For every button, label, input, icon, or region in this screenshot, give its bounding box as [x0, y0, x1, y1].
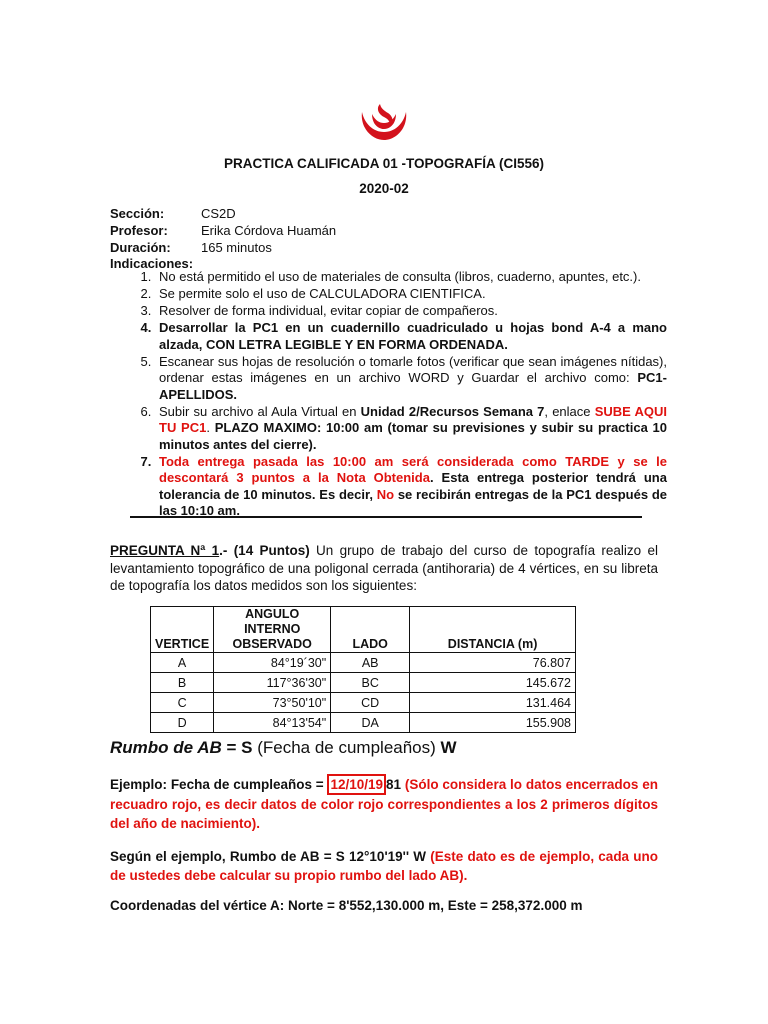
question-text: Un grupo de trabajo del curso de topografía realizo el levantamiento topográfico de una poligonal cerrada (antihoraria) de 4 vértices, en su libreta de topografía los datos medidos son los siguientes: [110, 543, 658, 593]
rule-item [155, 404, 667, 454]
table-cell: BC [331, 673, 410, 693]
rule-text: Se permite solo el uso de CALCULADORA CIENTIFICA. [159, 286, 486, 301]
table-header: DISTANCIA (m) [410, 607, 576, 653]
table-row [151, 693, 576, 713]
rule-text: Escanear sus hojas de resolución o tomarle fotos (verificar que sean imágenes nítidas), ordenar estas imágenes en un archivo WORD y Guardar el archivo como: [159, 353, 667, 385]
table-cell: 117°36'30" [214, 673, 331, 693]
rumbo-label: Rumbo de AB [110, 738, 222, 757]
question-points: (14 Puntos) [233, 543, 310, 558]
rumbo-middle: (Fecha de cumpleaños) [257, 738, 436, 757]
info-value: CS2D [201, 206, 236, 221]
info-value: 165 minutos [201, 240, 272, 255]
rule-text: se recibirán entregas de la PC1 después de las 10:10 am. [159, 486, 667, 518]
table-cell: 73°50'10" [214, 693, 331, 713]
table-cell: CD [331, 693, 410, 713]
info-label: Profesor: [110, 223, 168, 238]
example-note: (Sólo considera lo datos encerrados en recuadro rojo, es decir datos de color rojo correspondientes a los 2 primeros dígitos del año de nacimiento). [110, 777, 658, 831]
coordinates-line: Coordenadas del vértice A: Norte = 8'552,130.000 m, Este = 258,372.000 m [110, 898, 583, 913]
table-cell: 131.464 [410, 693, 576, 713]
table-cell: 76.807 [410, 653, 576, 673]
rule-text: Aula Virtual [271, 403, 338, 419]
table-cell: 145.672 [410, 673, 576, 693]
rumbo-formula [110, 738, 457, 758]
table-cell: AB [331, 653, 410, 673]
table-row [151, 713, 576, 733]
rule-item [155, 454, 667, 520]
section-divider [130, 516, 642, 518]
segun-note: (Este dato es de ejemplo, cada uno de ustedes debe calcular su propio rumbo del lado AB). [110, 849, 659, 883]
table-row [151, 653, 576, 673]
table-header: VERTICE [151, 607, 214, 653]
survey-table [150, 606, 576, 733]
rule-text-warning: No [376, 486, 395, 502]
example-date-highlight: 12/10/19 [327, 774, 386, 795]
info-value: Erika Córdova Huamán [201, 223, 337, 238]
rule-text: . [206, 420, 215, 435]
table-cell: A [151, 653, 214, 673]
rule-text-emphasis: Unidad 2/Recursos Semana 7 [360, 403, 545, 419]
rule-text: Desarrollar la PC1 en un cuadernillo cuadriculado u hojas bond A-4 a mano alzada, [159, 320, 667, 352]
rule-text: , enlace [544, 403, 595, 419]
info-label: Sección: [110, 206, 165, 221]
rule-text-emphasis: PC1-APELLIDOS. [159, 370, 667, 402]
table-cell: 84°19´30" [214, 653, 331, 673]
document-title: PRACTICA CALIFICADA 01 -TOPOGRAFÍA (CI556) [223, 156, 545, 171]
rule-item [155, 320, 667, 353]
example-paragraph [110, 774, 658, 833]
info-row-duracion [110, 239, 336, 256]
rumbo-end: W [435, 738, 457, 757]
example-prefix: Ejemplo: Fecha de cumpleaños = [110, 777, 328, 792]
example-tail: 81 [386, 777, 405, 792]
question-paragraph [110, 542, 658, 595]
table-cell: B [151, 673, 214, 693]
rumbo-eq: = S [221, 738, 258, 757]
segun-text: Según el ejemplo, Rumbo de AB = S 12°10'19'' W [110, 849, 431, 864]
info-block [110, 205, 336, 256]
rule-text-emphasis: CON LETRA LEGIBLE Y EN FORMA ORDENADA. [205, 336, 508, 352]
table-cell: C [151, 693, 214, 713]
table-cell: 155.908 [410, 713, 576, 733]
table-header-row [151, 607, 576, 653]
table-header: ANGULO INTERNO OBSERVADO [214, 607, 331, 653]
table-cell: DA [331, 713, 410, 733]
table-cell: D [151, 713, 214, 733]
indicaciones-heading: Indicaciones: [110, 256, 194, 271]
rule-text: . Esta entrega posterior tendrá una tolerancia de 10 minutos. Es decir, [159, 470, 667, 502]
document-period: 2020-02 [359, 181, 409, 196]
rule-text: en [337, 403, 361, 419]
rule-text: No está permitido el uso de materiales de consulta (libros, cuaderno, apuntes, etc.). [159, 269, 641, 284]
upc-logo [358, 102, 410, 142]
rule-item [155, 354, 667, 404]
question-separator: .- [219, 543, 234, 558]
question-label: PREGUNTA Nª 1 [110, 543, 220, 558]
info-row-profesor [110, 222, 336, 239]
info-label: Duración: [110, 240, 171, 255]
segun-paragraph [110, 847, 658, 885]
info-row-seccion [110, 205, 336, 222]
table-row [151, 673, 576, 693]
rule-item [155, 286, 667, 303]
rule-item [155, 303, 667, 320]
rules-list [130, 269, 667, 520]
rule-text-emphasis: PLAZO MAXIMO: 10:00 am (tomar su previsiones y subir su practica 10 minutos antes del cierre). [159, 420, 668, 452]
rule-item [155, 269, 667, 286]
rule-text: Resolver de forma individual, evitar copiar de compañeros. [159, 303, 498, 318]
rule-text: Subir su archivo al [159, 403, 272, 419]
table-header: LADO [331, 607, 410, 653]
rule-text-warning: Toda entrega pasada las 10:00 am será considerada como TARDE y se le descontará 3 puntos a la Nota Obtenida [159, 453, 667, 485]
table-cell: 84°13'54" [214, 713, 331, 733]
upload-link-text: SUBE AQUI TU PC1 [159, 403, 667, 435]
